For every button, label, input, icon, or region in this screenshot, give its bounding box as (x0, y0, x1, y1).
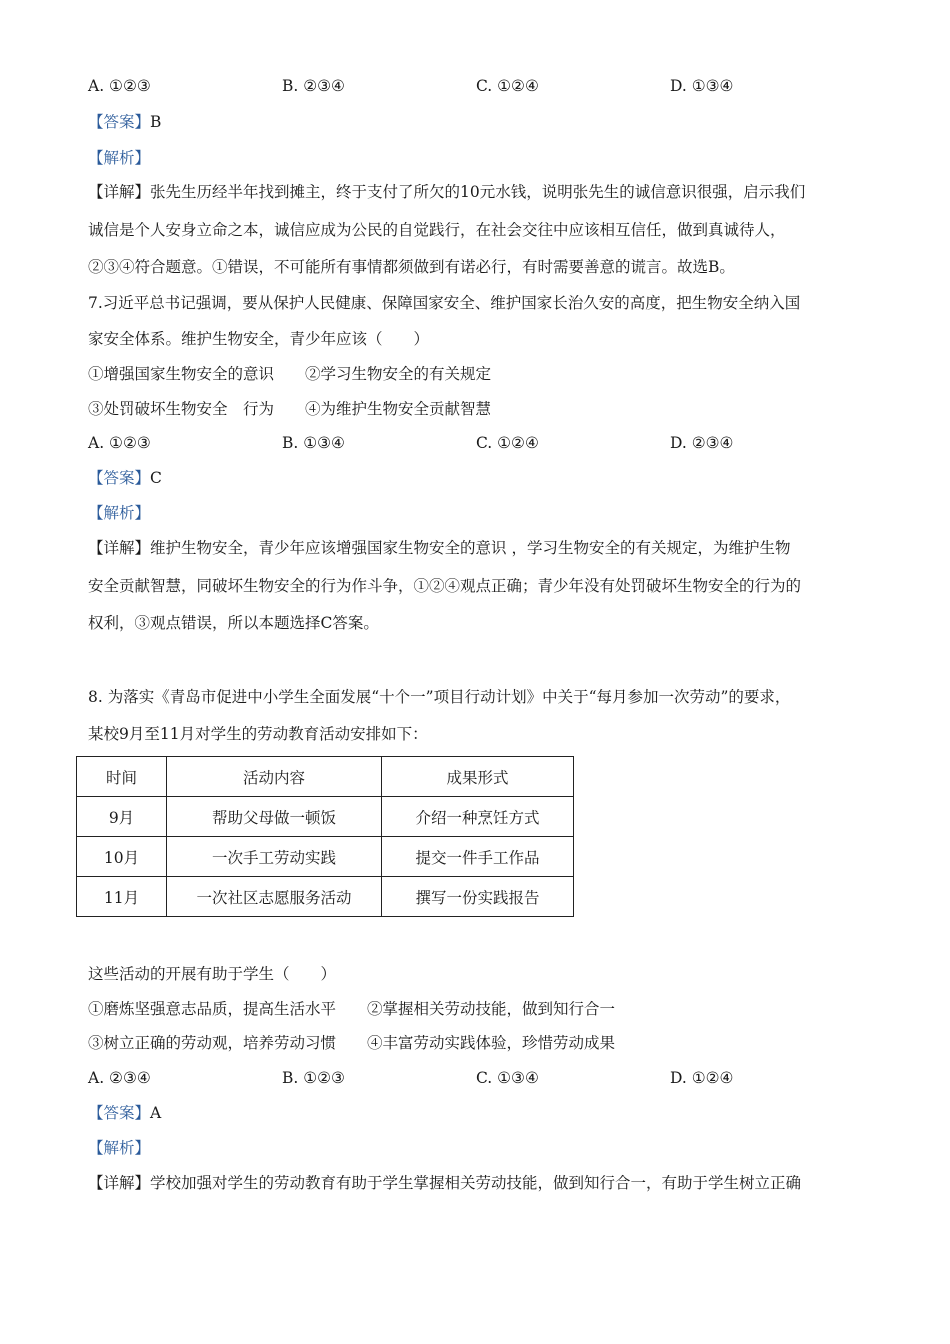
answer-line (88, 110, 161, 134)
option-b: B. ①③④ (282, 434, 345, 452)
table-cell: 提交一件手工作品 (382, 837, 574, 877)
table-cell: 介绍一种烹饪方式 (382, 797, 574, 837)
option-a: A. ①②③ (88, 77, 151, 95)
table-row (77, 837, 574, 877)
detail-text: 学校加强对学生的劳动教育有助于学生掌握相关劳动技能，做到知行合一，有助于学生树立正确 (150, 1174, 802, 1192)
answer-line (88, 466, 162, 490)
table-header: 时间 (77, 757, 167, 797)
table-header: 成果形式 (382, 757, 574, 797)
detail-line (88, 1171, 801, 1195)
table-cell: 一次社区志愿服务活动 (167, 877, 382, 917)
table-cell: 11月 (77, 877, 167, 917)
answer-label: 【答案】 (88, 469, 151, 487)
option-d: D. ②③④ (670, 434, 734, 452)
table-row (77, 797, 574, 837)
detail-line: ②③④符合题意。①错误，不可能所有事情都须做到有诺必行，有时需要善意的谎言。故选B。 (88, 258, 735, 276)
table-cell: 帮助父母做一顿饭 (167, 797, 382, 837)
statement-item: ①磨炼坚强意志品质，提高生活水平 ②掌握相关劳动技能，做到知行合一 (88, 1000, 616, 1018)
option-b: B. ②③④ (282, 77, 345, 95)
statement-item: ③树立正确的劳动观，培养劳动习惯 ④丰富劳动实践体验，珍惜劳动成果 (88, 1034, 616, 1052)
statement-item: ①增强国家生物安全的意识 ②学习生物安全的有关规定 (88, 365, 492, 383)
table-cell: 10月 (77, 837, 167, 877)
option-b: B. ①②③ (282, 1069, 345, 1087)
option-d: D. ①③④ (670, 77, 734, 95)
activity-table (76, 756, 574, 917)
table-row (77, 877, 574, 917)
detail-label: 【详解】 (88, 539, 151, 557)
detail-text: 张先生历经半年找到摊主，终于支付了所欠的10元水钱，说明张先生的诚信意识很强，启示我们 (150, 183, 806, 201)
table-cell: 9月 (77, 797, 167, 837)
question-stem: 7.习近平总书记强调，要从保护人民健康、保障国家安全、维护国家长治久安的高度，把生物安全纳入国 (88, 294, 801, 312)
option-a: A. ②③④ (88, 1069, 151, 1087)
detail-label: 【详解】 (88, 1174, 151, 1192)
answer-value: B (150, 113, 162, 131)
table-cell: 撰写一份实践报告 (382, 877, 574, 917)
answer-label: 【答案】 (88, 1104, 151, 1122)
detail-line (88, 180, 805, 204)
answer-value: C (150, 469, 162, 487)
answer-line (88, 1101, 161, 1125)
table-header-row (77, 757, 574, 797)
table-header: 活动内容 (167, 757, 382, 797)
detail-label: 【详解】 (88, 183, 151, 201)
question-stem: 8. 为落实《青岛市促进中小学生全面发展“十个一”项目行动计划》中关于“每月参加一次劳动”的要求， (88, 688, 791, 706)
answer-value: A (150, 1104, 162, 1122)
detail-line: 安全贡献智慧，同破坏生物安全的行为作斗争，①②④观点正确；青少年没有处罚破坏生物安全的行为的 (88, 577, 802, 595)
statement-item: ③处罚破坏生物安全 行为 ④为维护生物安全贡献智慧 (88, 400, 492, 418)
detail-line (88, 536, 790, 560)
detail-line: 诚信是个人安身立命之本，诚信应成为公民的自觉践行，在社会交往中应该相互信任，做到真诚待人， (88, 221, 786, 239)
analysis-label: 【解析】 (88, 504, 151, 522)
option-a: A. ①②③ (88, 434, 151, 452)
question-stem: 某校9月至11月对学生的劳动教育活动安排如下： (88, 725, 428, 743)
option-c: C. ①②④ (476, 434, 539, 452)
analysis-label: 【解析】 (88, 1139, 151, 1157)
question-prompt: 这些活动的开展有助于学生（ ） (88, 965, 337, 983)
table-cell: 一次手工劳动实践 (167, 837, 382, 877)
detail-text: 维护生物安全，青少年应该增强国家生物安全的意识 ，学习生物安全的有关规定，为维护生物 (150, 539, 791, 557)
question-stem: 家安全体系。维护生物安全，青少年应该（ ） (88, 330, 430, 348)
option-c: C. ①②④ (476, 77, 539, 95)
option-c: C. ①③④ (476, 1069, 539, 1087)
answer-label: 【答案】 (88, 113, 151, 131)
option-d: D. ①②④ (670, 1069, 734, 1087)
analysis-label: 【解析】 (88, 149, 151, 167)
detail-line: 权利，③观点错误，所以本题选择C答案。 (88, 614, 379, 632)
